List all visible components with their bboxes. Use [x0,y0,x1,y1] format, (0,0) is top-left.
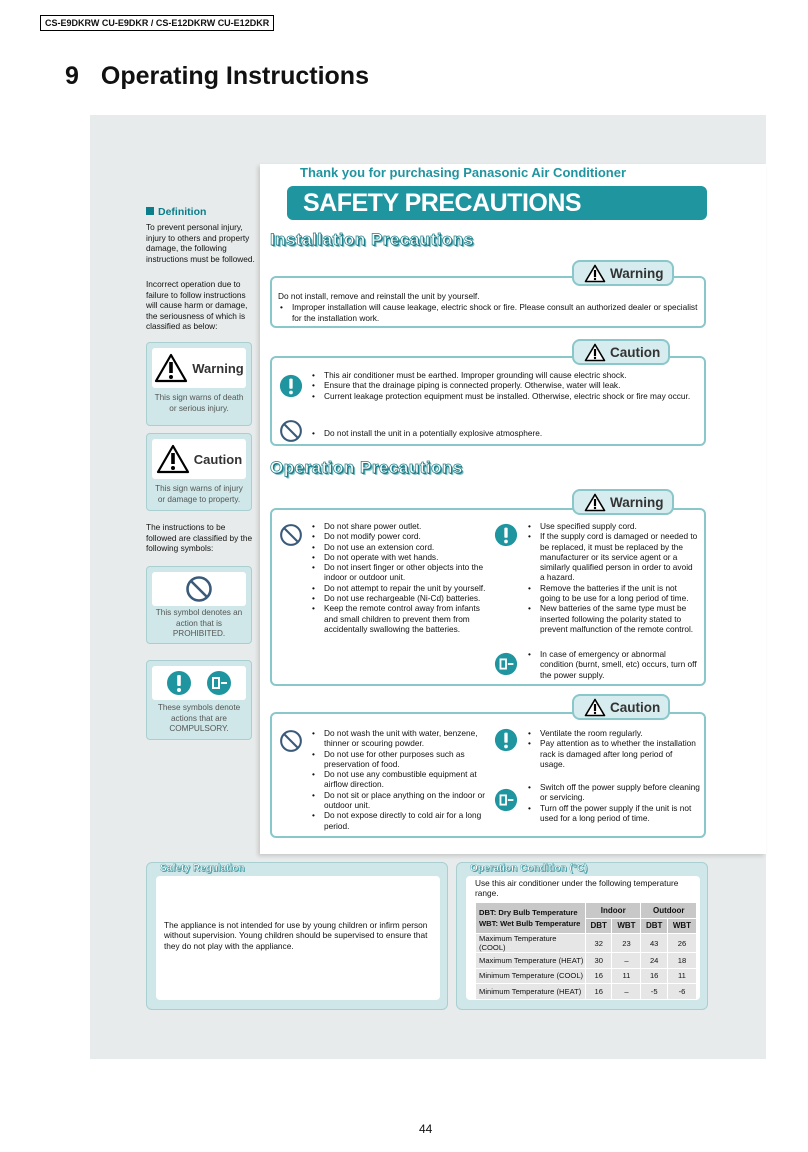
thanks-heading: Thank you for purchasing Panasonic Air Conditioner [300,165,626,180]
safety-regulation-text: The appliance is not intended for use by young children or infirm person without supervision. Young children should be supervised to ensure that they do not play with the appliance. [164,920,428,951]
compulsory-exclamation-icon [279,374,303,398]
page-title [65,62,369,91]
caution-label: Caution [193,451,243,467]
definition-para-3: The instructions to be followed are classified by the following symbols: [146,522,253,553]
list-item: • Improper installation will cause leakage, electric shock or fire. Please consult an authorized dealer or specialist for the installation work. [278,302,698,323]
operation-warning-left-list [310,521,492,634]
caution-triangle-icon [156,444,190,474]
compulsory-definition-box [146,660,252,740]
table-subheader: WBT [667,918,696,934]
list-item: • If the supply cord is damaged or needed to be replaced, it must be replaced by the manufacturer or its service agent or a similarly qualified person in order to avoid a hazard. [526,531,698,582]
unplug-icon [494,788,518,812]
section-title: Operating Instructions [100,62,369,90]
table-subheader: WBT [612,918,641,934]
installation-caution-prohibited-list [310,428,694,438]
warning-label: Warning [192,360,244,376]
unplug-icon [206,670,232,696]
safety-regulation-title: Safety Regulation [160,863,245,874]
list-item: • Do not expose directly to cold air for a long period. [310,810,492,831]
model-tag: CS-E9DKRW CU-E9DKR / CS-E12DKRW CU-E12DKR [40,15,274,31]
caution-caption: This sign warns of injury or damage to property. [155,484,243,504]
warning-triangle-icon [154,353,188,383]
table-row: Maximum Temperature (HEAT) 30 – 24 18 [476,953,697,969]
warning-triangle-icon [584,264,606,283]
table-row: Maximum Temperature (COOL) 32 23 43 26 [476,934,697,953]
prohibited-definition-box [146,566,252,644]
caution-triangle-icon [584,343,606,362]
warning-triangle-icon [584,493,606,512]
list-item: • Switch off the power supply before cleaning or servicing. [526,782,704,803]
list-item: • Do not use an extension cord. [310,542,492,552]
operation-warning-tab: Warning [572,489,674,515]
list-item: • Do not wash the unit with water, benzene, thinner or scouring powder. [310,728,492,749]
operation-caution-left-list [310,728,492,831]
definition-heading: Definition [146,206,206,218]
warning-definition-box [146,342,252,426]
compulsory-exclamation-icon [166,670,192,696]
operation-warning-plug-list [526,649,698,680]
safety-precautions-banner: SAFETY PRECAUTIONS [287,186,707,220]
list-item: • Do not use any combustible equipment at airflow direction. [310,769,492,790]
table-row: Minimum Temperature (COOL) 16 11 16 11 [476,968,697,984]
operation-precautions-title: Operation Precautions [270,458,463,477]
operation-condition-title: Operation Condition (°C) [470,863,588,874]
list-item: • Do not use for other purposes such as preservation of food. [310,749,492,770]
table-subheader: DBT [641,918,667,934]
operation-warning-right-list [526,521,698,634]
compulsory-caption: These symbols denote actions that are COMPULSORY. [157,703,241,733]
list-item: • Turn off the power supply if the unit is not used for a long period of time. [526,803,704,824]
list-item: • Keep the remote control away from infants and small children to prevent them from accidentally swallowing the batteries. [310,603,492,634]
warning-sign [152,348,246,388]
installation-warning-tab: Warning [572,260,674,286]
installation-warning-list [278,302,698,323]
definition-para-1: To prevent personal injury, injury to others and property damage, the following instructions must be followed. [146,222,255,264]
prohibited-icon [279,419,303,443]
installation-warning-text: Do not install, remove and reinstall the unit by yourself. • Improper installation will cause leakage, electric shock or fire. Please consult an authorized dealer or specialist for the installation work. [278,291,698,323]
list-item: • Do not attempt to repair the unit by yourself. [310,583,492,593]
list-item: • Do not operate with wet hands. [310,552,492,562]
page-number: 44 [419,1122,433,1136]
table-subheader: DBT [586,918,612,934]
caution-triangle-icon [584,698,606,717]
unplug-icon [494,652,518,676]
installation-caution-tab: Caution [572,339,670,365]
definition-para-2: Incorrect operation due to failure to follow instructions will cause harm or damage, the seriousness of which is classified as below: [146,279,248,331]
list-item: • Use specified supply cord. [526,521,698,531]
operation-caution-right-list [526,728,698,769]
outdoor-header: Outdoor [641,903,697,919]
prohibited-caption: This symbol denotes an action that is PROHIBITED. [155,608,243,638]
installation-caution-list [310,370,694,401]
list-item: • Do not modify power cord. [310,531,492,541]
prohibited-icon [279,729,303,753]
warning-caption: This sign warns of death or serious injury. [154,393,244,413]
list-item: • Ventilate the room regularly. [526,728,698,738]
list-item: • Ensure that the drainage piping is connected properly. Otherwise, water will leak. [310,380,694,390]
list-item: • Do not insert finger or other objects into the indoor or outdoor unit. [310,562,492,583]
compulsory-exclamation-icon [494,728,518,752]
list-item: • Remove the batteries if the unit is not going to be use for a long period of time. [526,583,698,604]
caution-sign [152,439,246,479]
list-item: • Do not share power outlet. [310,521,492,531]
list-item: • Current leakage protection equipment must be installed. Otherwise, electric shock or fire may occur. [310,391,694,401]
list-item: • New batteries of the same type must be inserted following the polarity stated to prevent malfunction of the remote control. [526,603,698,634]
operation-condition-intro: Use this air conditioner under the following temperature range. [475,878,679,899]
caution-definition-box [146,433,252,511]
operation-caution-plug-list [526,782,704,823]
list-item: • In case of emergency or abnormal condition (burnt, smell, etc) occurs, turn off the power supply. [526,649,698,680]
list-item: • This air conditioner must be earthed. Improper grounding will cause electric shock. [310,370,694,380]
table-legend: DBT: Dry Bulb Temperature WBT: Wet Bulb Temperature [476,903,586,934]
section-number: 9 [65,62,79,90]
list-item: • Pay attention as to whether the installation rack is damaged after long period of usage. [526,738,698,769]
compulsory-signs [152,666,246,700]
list-item: • Do not use rechargeable (Ni-Cd) batteries. [310,593,492,603]
list-item: • Do not sit or place anything on the indoor or outdoor unit. [310,790,492,811]
temperature-table [475,902,697,1000]
list-item: • Do not install the unit in a potentially explosive atmosphere. [310,428,694,438]
prohibited-icon [185,575,213,603]
operation-caution-tab: Caution [572,694,670,720]
installation-precautions-title: Installation Precautions [270,230,474,249]
compulsory-exclamation-icon [494,523,518,547]
prohibited-sign [152,572,246,606]
indoor-header: Indoor [586,903,641,919]
table-row: Minimum Temperature (HEAT) 16 – -5 -6 [476,984,697,1000]
prohibited-icon [279,523,303,547]
